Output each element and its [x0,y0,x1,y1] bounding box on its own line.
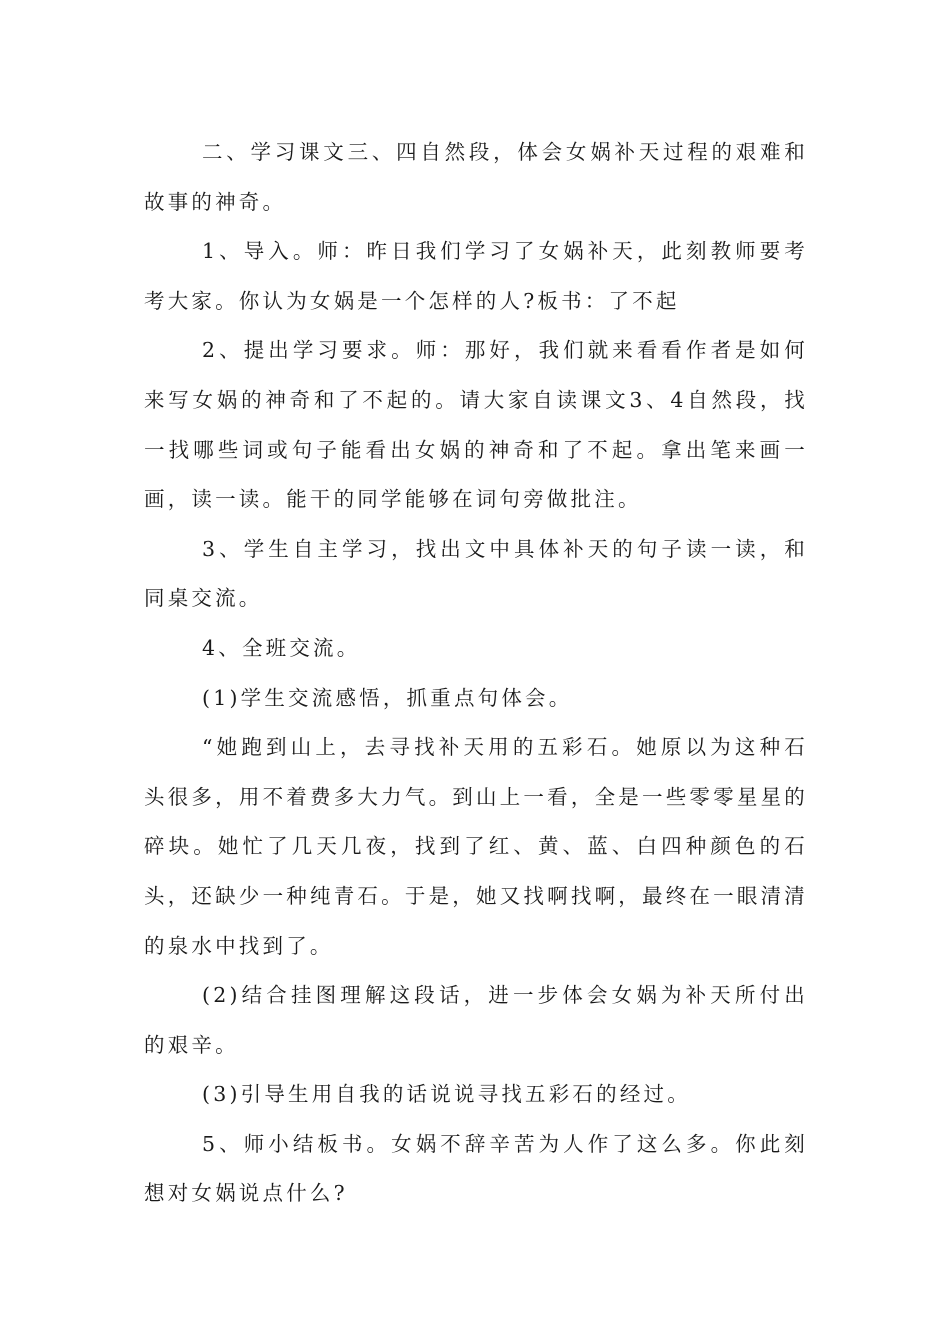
substep-2-paragraph: (2)结合挂图理解这段话，进一步体会女娲为补天所付出的艰辛。 [144,983,808,1057]
step-3-paragraph: 3、学生自主学习，找出文中具体补天的句子读一读，和同桌交流。 [144,536,808,611]
substep-3-paragraph: (3)引导生用自我的话说说寻找五彩石的经过。 [202,1082,691,1107]
step-4-paragraph: 4、全班交流。 [202,635,361,660]
step-2-paragraph: 2、提出学习要求。师：那好，我们就来看看作者是如何来写女娲的神奇和了不起的。请大家自读课文3、4自然段，找一找哪些词或句子能看出女娲的神奇和了不起。拿出笔来画一画，读一读。能干的同学能够在词句旁做批注。 [144,338,808,512]
quoted-text-paragraph: “她跑到山上，去寻找补天用的五彩石。她原以为这种石头很多，用不着费多大力气。到山上一看，全是一些零零星星的碎块。她忙了几天几夜，找到了红、黄、蓝、白四种颜色的石头，还缺少一种纯青石。于是，她又找啊找啊，最终在一眼清清的泉水中找到了。 [144,735,808,958]
document-body [144,128,808,1219]
step-5-paragraph: 5、师小结板书。女娲不辞辛苦为人作了这么多。你此刻想对女娲说点什么? [144,1131,808,1206]
section-heading-paragraph: 二、学习课文三、四自然段，体会女娲补天过程的艰难和故事的神奇。 [144,140,808,214]
substep-1-paragraph: (1)学生交流感悟，抓重点句体会。 [202,685,573,710]
step-1-paragraph: 1、导入。师：昨日我们学习了女娲补天，此刻教师要考考大家。你认为女娲是一个怎样的人?板书：了不起 [144,239,808,313]
